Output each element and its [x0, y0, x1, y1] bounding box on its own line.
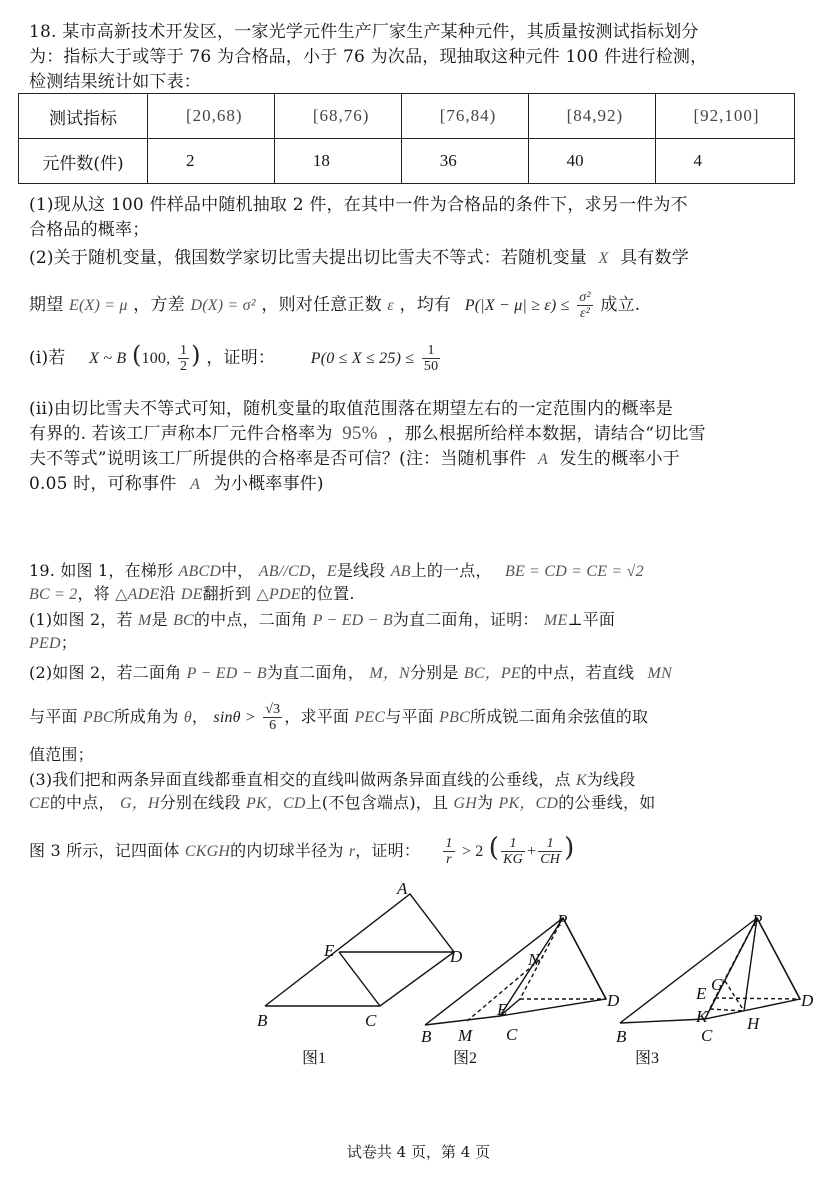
- math: PBC: [439, 709, 470, 726]
- q18-part1-line-1: (1)现从这 100 件样品中随机抽取 2 件，在其中一件为合格品的条件下，求另一件为不: [29, 195, 688, 215]
- math: E: [326, 563, 337, 580]
- math-fraction: [501, 836, 525, 867]
- math: CKGH: [184, 843, 231, 860]
- frac-den: 2: [179, 359, 188, 374]
- q18-part-i: [29, 343, 442, 374]
- math: PK，CD: [498, 795, 559, 812]
- fig2-pd: [563, 918, 606, 999]
- figure-2: [425, 918, 606, 1025]
- text: 发生的概率小于: [559, 449, 680, 469]
- text: 成立.: [600, 295, 641, 315]
- math: > 2: [461, 843, 484, 860]
- text: ，: [191, 707, 209, 726]
- label: P: [557, 911, 568, 930]
- text: 所成锐二面角余弦值的取: [470, 707, 649, 726]
- count-cell: 2: [148, 139, 275, 184]
- text: 的位置.: [300, 584, 355, 603]
- math-fraction: [577, 290, 593, 321]
- frac-num: √3: [265, 702, 281, 717]
- label: E: [497, 1000, 508, 1019]
- math: K: [575, 772, 587, 789]
- math: PBC: [82, 709, 114, 726]
- math-var: X: [598, 250, 609, 267]
- row-header-metric: 测试指标: [19, 94, 148, 139]
- text: 分别是: [409, 663, 459, 682]
- text: ，将: [77, 584, 110, 603]
- math-fraction: [538, 836, 562, 867]
- text: 的中点，若直线: [520, 663, 635, 682]
- text: 的公垂线，如: [558, 793, 656, 812]
- interval-cell: [84,92): [528, 94, 655, 139]
- fig3-gh: [725, 981, 744, 1011]
- q18-part-ii-line-4: [29, 473, 324, 496]
- frac-num: 1: [179, 343, 188, 358]
- text: 的中点，: [49, 793, 115, 812]
- text: 有界的. 若该工厂声称本厂元件合格率为: [29, 424, 333, 444]
- frac-num: 1: [422, 343, 440, 359]
- label: D: [801, 991, 814, 1010]
- math: sinθ >: [213, 709, 256, 726]
- math-percent: 95%: [342, 423, 378, 444]
- fig3-ed: [715, 998, 800, 999]
- label: B: [616, 1027, 627, 1046]
- math: AB: [390, 563, 411, 580]
- q18-part-ii-line-2: [29, 423, 706, 445]
- math: M: [138, 612, 152, 629]
- text: ，那么根据所给样本数据，请结合“切比雪: [387, 424, 706, 444]
- label: P: [752, 911, 763, 930]
- text: 与平面: [385, 707, 434, 726]
- math-variance: D(X) = σ²: [190, 297, 256, 314]
- figure-1: [265, 894, 454, 1006]
- label: D: [450, 947, 463, 966]
- interval-cell: [68,76): [274, 94, 401, 139]
- math-epsilon: ε: [387, 297, 394, 314]
- table-row: [19, 94, 795, 139]
- figure-3: [620, 918, 800, 1023]
- text: 是: [151, 610, 168, 629]
- text: 为: [477, 793, 494, 812]
- frac-den: KG: [503, 852, 523, 867]
- text: 所成角为: [113, 707, 179, 726]
- q19-part3-line-3: [29, 833, 575, 867]
- q19-part1-line-2: [29, 632, 77, 655]
- text: 为线段: [586, 770, 636, 789]
- test-result-table: [18, 93, 795, 184]
- geometry-figures: [245, 875, 825, 1075]
- figure-1-labels: [257, 879, 463, 1030]
- text: ，证明：: [355, 841, 421, 860]
- math: PK，CD: [246, 795, 306, 812]
- text: 具有数学: [620, 248, 689, 268]
- math-inequality: P(0 ≤ X ≤ 25) ≤: [310, 350, 415, 367]
- count-cell: 18: [274, 139, 401, 184]
- text: (1)如图 2，若: [29, 610, 133, 629]
- text: (2)关于随机变量，俄国数学家切比雪夫提出切比雪夫不等式：若随机变量: [29, 248, 587, 268]
- q18-line-3: 检测结果统计如下表：: [29, 72, 201, 92]
- frac-den: CH: [540, 852, 561, 867]
- math: P − ED − B: [312, 612, 393, 629]
- q18-part2-line-1: [29, 247, 689, 270]
- text: 图 3 所示，记四面体: [29, 841, 180, 860]
- q19-part3-line-2: [29, 792, 655, 815]
- fig3-caption: 图3: [635, 1050, 660, 1067]
- q18-line-1: 18. 某市高新技术开发区，一家光学元件生产厂家生产某种元件，其质量按测试指标划分: [29, 22, 699, 42]
- math: G，H: [119, 795, 160, 812]
- math: AB//CD: [258, 563, 311, 580]
- label: M: [458, 1026, 473, 1045]
- q18-part-ii-line-1: (ii)由切比雪夫不等式可知，随机变量的取值范围落在期望左右的一定范围内的概率是: [29, 399, 674, 419]
- math-expectation: E(X) = μ: [69, 297, 128, 314]
- q18-part2-line-2: [29, 290, 640, 321]
- text: 上的一点，: [410, 561, 492, 580]
- figure-2-labels: [421, 911, 620, 1046]
- fig1-ec: [339, 952, 380, 1006]
- label: E: [696, 984, 707, 1003]
- label: D: [607, 991, 620, 1010]
- interval-cell: [92,100]: [655, 94, 795, 139]
- frac-num: 1: [538, 836, 562, 852]
- text: 上(不包含端点)，且: [305, 793, 449, 812]
- label: N: [528, 950, 540, 969]
- q19-part2-line-3: 值范围；: [29, 745, 94, 764]
- text: ，: [310, 561, 327, 580]
- paren: (: [131, 341, 142, 369]
- math: BE = CD = CE = √2: [505, 563, 644, 580]
- q18-line-2: 为：指标大于或等于 76 为合格品，小于 76 为次品，现抽取这种元件 100 件进行检测，: [29, 47, 708, 67]
- count-cell: 40: [528, 139, 655, 184]
- label: C: [701, 1026, 713, 1045]
- math-chebyshev: P(|X − μ| ≥ ε) ≤: [464, 297, 570, 314]
- interval-cell: [76,84): [401, 94, 528, 139]
- text: 分别在线段: [159, 793, 241, 812]
- q19-line-1: [29, 560, 644, 583]
- q19-line-2: [29, 583, 355, 606]
- math-fraction: [263, 702, 282, 733]
- fig1-outline: [265, 894, 454, 1006]
- paren: (: [488, 833, 500, 863]
- table-row: [19, 139, 795, 184]
- text: 翻折到: [202, 584, 252, 603]
- label: E: [324, 941, 335, 960]
- q19-part2-line-2: [29, 702, 648, 733]
- math: BC: [173, 612, 194, 629]
- math: ME: [543, 612, 568, 629]
- math: M，N: [369, 665, 410, 682]
- text: 与平面: [29, 707, 78, 726]
- text: 19. 如图 1，在梯形: [29, 561, 174, 580]
- math-fraction: [422, 343, 440, 374]
- frac-num: 1: [445, 836, 453, 851]
- frac-den: r: [446, 852, 452, 867]
- frac-den: 50: [423, 359, 439, 374]
- fig3-kh: [710, 1009, 744, 1011]
- text: ，则对任意正数: [261, 295, 382, 315]
- fig2-outline: [425, 918, 606, 1025]
- page-footer: 试卷共 4 页，第 4 页: [346, 1143, 491, 1161]
- fig2-caption: 图2: [453, 1050, 478, 1067]
- text: 期望: [29, 295, 64, 315]
- text: 夫不等式”说明该工厂所提供的合格率是否可信？(注：当随机事件: [29, 449, 527, 469]
- math: BC，PE: [463, 665, 521, 682]
- label: B: [421, 1027, 432, 1046]
- fig3-pd: [757, 918, 800, 999]
- q19-part2-line-1: [29, 662, 672, 685]
- math-n: 100,: [141, 350, 171, 367]
- text: ⊥平面: [567, 610, 616, 629]
- math: PEC: [354, 709, 386, 726]
- text: 为直二面角，: [266, 663, 365, 682]
- text: ；: [60, 633, 77, 652]
- text: ，求平面: [284, 707, 350, 726]
- math: ABCD: [178, 563, 222, 580]
- frac-den: 6: [269, 718, 277, 733]
- label: K: [696, 1007, 708, 1026]
- interval-cell: [20,68): [148, 94, 275, 139]
- math: △PDE: [256, 586, 301, 603]
- text: 0.05 时，可称事件: [29, 474, 177, 494]
- text: ，证明：: [206, 348, 276, 368]
- text: (i)若: [29, 348, 66, 368]
- frac-num: 1: [501, 836, 525, 852]
- label: C: [365, 1011, 377, 1030]
- figure-3-labels: [616, 911, 814, 1046]
- text: 的中点，二面角: [193, 610, 308, 629]
- label: B: [257, 1011, 268, 1030]
- text: 是线段: [336, 561, 386, 580]
- math-event: A: [190, 476, 201, 493]
- math: r: [348, 843, 356, 860]
- paren: ): [564, 833, 575, 863]
- fig1-caption: 图1: [302, 1050, 327, 1067]
- math: θ: [183, 709, 192, 726]
- q18-part1-line-2: 合格品的概率；: [29, 220, 150, 240]
- q19-part1-line-1: [29, 609, 615, 632]
- math: MN: [647, 665, 672, 682]
- math-binomial: X ~ B: [89, 350, 127, 367]
- frac-num: σ²: [579, 290, 591, 305]
- math-event: A: [537, 451, 548, 468]
- text: 沿: [159, 584, 176, 603]
- label: C: [506, 1025, 518, 1044]
- text: 的内切球半径为: [230, 841, 344, 860]
- q18-part-ii-line-3: [29, 448, 680, 471]
- math-fraction: [443, 836, 454, 867]
- label: G: [711, 975, 724, 994]
- text: 为小概率事件): [213, 474, 324, 494]
- math-fraction: [178, 343, 189, 374]
- math: PED: [29, 635, 61, 652]
- math: △ADE: [115, 586, 160, 603]
- text: (2)如图 2，若二面角: [29, 663, 182, 682]
- math: GH: [453, 795, 477, 812]
- fig2-pe: [520, 918, 563, 999]
- text: 为直二面角，证明：: [392, 610, 539, 629]
- math: CE: [29, 795, 50, 812]
- math: DE: [180, 586, 203, 603]
- math: +: [527, 843, 537, 860]
- paren: ): [191, 341, 201, 369]
- text: ，均有: [399, 295, 452, 315]
- frac-den: ε²: [579, 306, 591, 321]
- row-header-count: 元件数(件): [19, 139, 148, 184]
- count-cell: 36: [401, 139, 528, 184]
- q19-part3-line-1: [29, 769, 635, 792]
- text: ，方差: [133, 295, 185, 315]
- math: BC = 2: [29, 586, 78, 603]
- label: A: [397, 879, 408, 898]
- text: 中，: [221, 561, 254, 580]
- count-cell: 4: [655, 139, 795, 184]
- math: P − ED − B: [186, 665, 267, 682]
- label: H: [747, 1014, 760, 1033]
- text: (3)我们把和两条异面直线都垂直相交的直线叫做两条异面直线的公垂线，点: [29, 770, 571, 789]
